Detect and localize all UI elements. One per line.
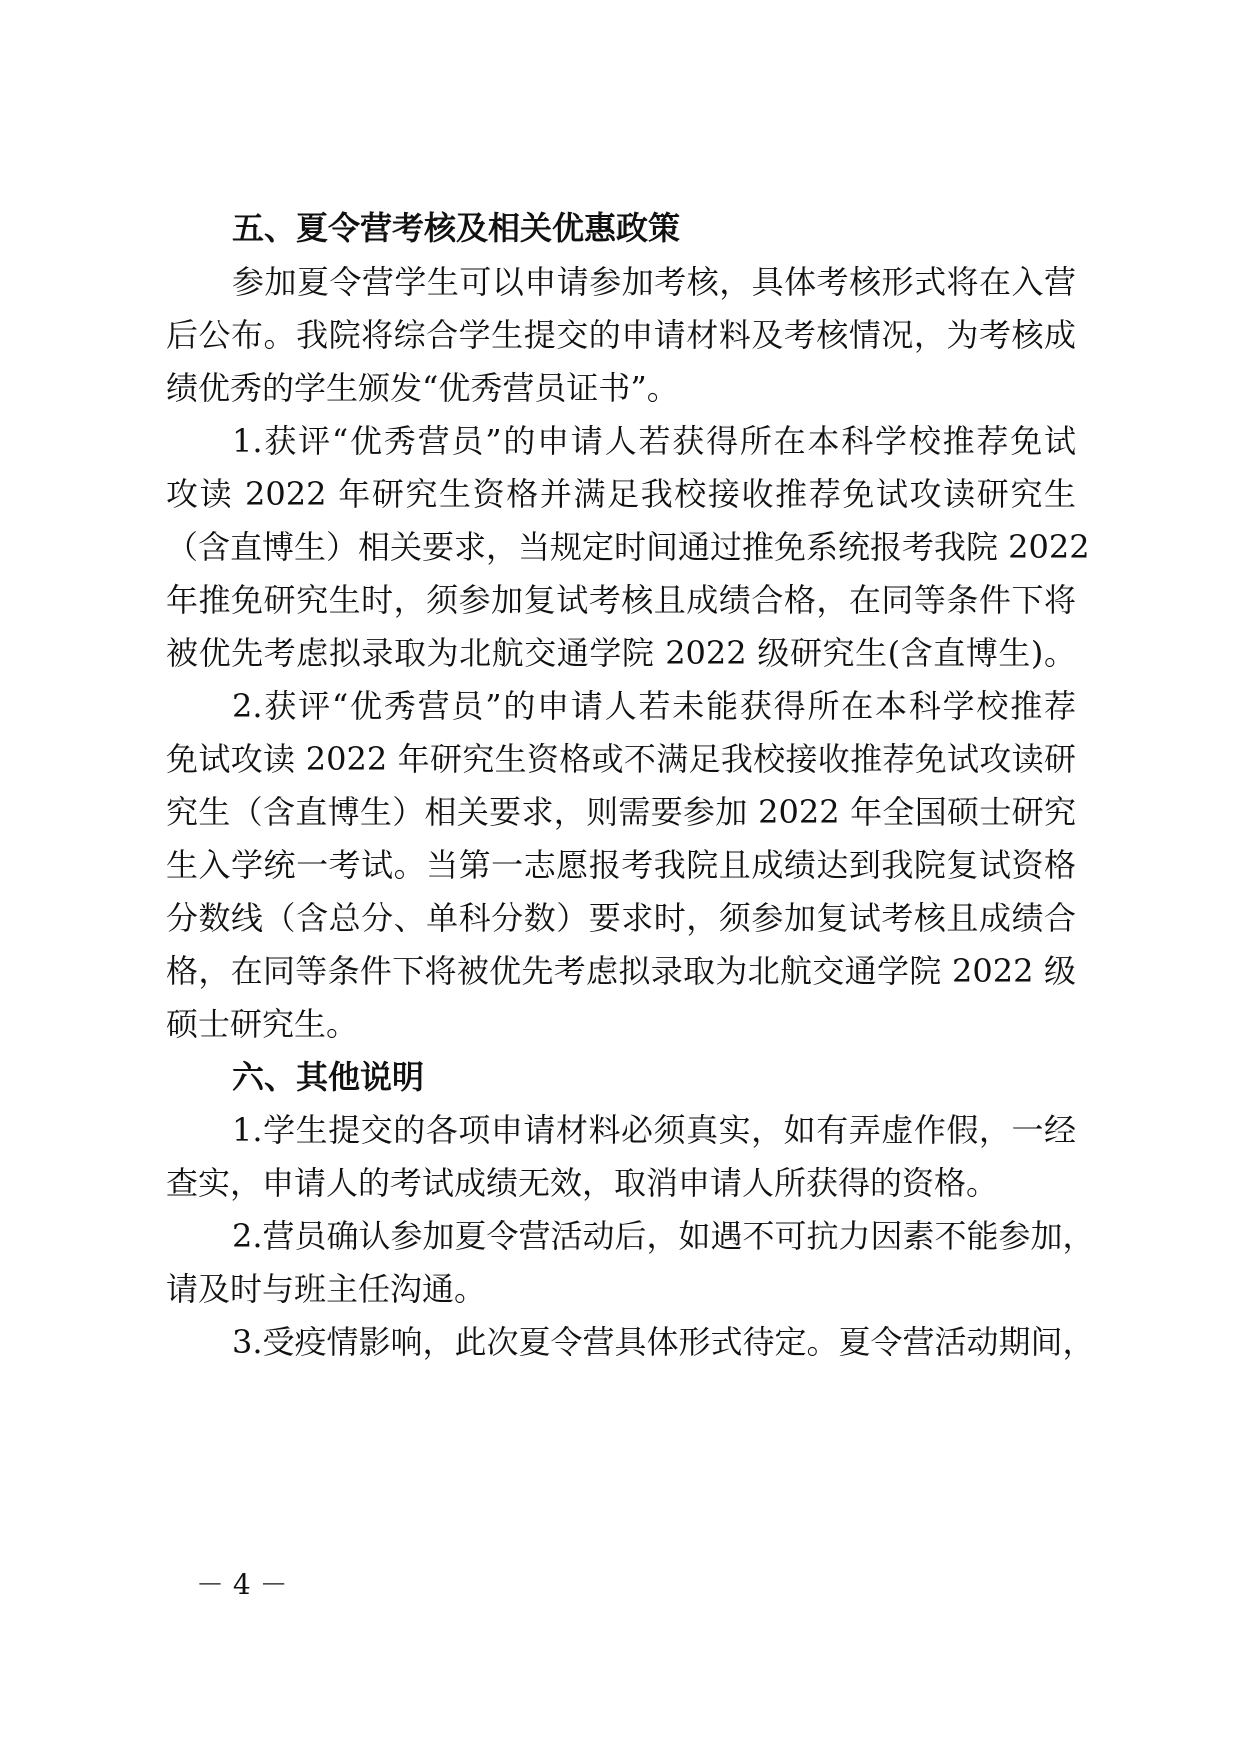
text-line: 绩优秀的学生颁发“优秀营员证书”。 [166,369,679,407]
text-line: 年推免研究生时，须参加复试考核且成绩合格，在同等条件下将 [166,581,1076,619]
section-6-heading: 六、其他说明 [232,1058,425,1096]
text-line: 攻读 2022 年研究生资格并满足我校接收推荐免试攻读研究生 [166,475,1076,513]
text-line: 生入学统一考试。当第一志愿报考我院且成绩达到我院复试资格 [166,846,1076,884]
text-line: 1.获评“优秀营员”的申请人若获得所在本科学校推荐免试 [232,422,1076,460]
text-line: 查实，申请人的考试成绩无效，取消申请人所获得的资格。 [166,1164,999,1202]
text-line: 免试攻读 2022 年研究生资格或不满足我校接收推荐免试攻读研 [166,740,1076,778]
text-line: 被优先考虑拟录取为北航交通学院 2022 级研究生(含直博生)。 [166,634,1076,672]
text-line: 参加夏令营学生可以申请参加考核，具体考核形式将在入营 [232,263,1076,301]
text-line: 请及时与班主任沟通。 [166,1270,487,1308]
text-line: 后公布。我院将综合学生提交的申请材料及考核情况，为考核成 [166,316,1076,354]
text-line: （含直博生）相关要求，当规定时间通过推免系统报考我院 2022 [166,528,1090,566]
text-line: 硕士研究生。 [166,1005,359,1043]
text-line: 格，在同等条件下将被优先考虑拟录取为北航交通学院 2022 级 [166,952,1076,990]
text-line: 分数线（含总分、单科分数）要求时，须参加复试考核且成绩合 [166,899,1076,937]
text-line: 2.获评“优秀营员”的申请人若未能获得所在本科学校推荐 [232,687,1076,725]
section-5-heading: 五、夏令营考核及相关优惠政策 [232,209,681,247]
page-number: － 4 － [196,1568,288,1601]
text-line: 1.学生提交的各项申请材料必须真实，如有弄虚作假，一经 [232,1111,1076,1149]
text-line: 3.受疫情影响，此次夏令营具体形式待定。夏令营活动期间， [232,1323,1095,1361]
text-line: 究生（含直博生）相关要求，则需要参加 2022 年全国硕士研究 [166,793,1076,831]
text-line: 2.营员确认参加夏令营活动后，如遇不可抗力因素不能参加， [232,1217,1095,1255]
